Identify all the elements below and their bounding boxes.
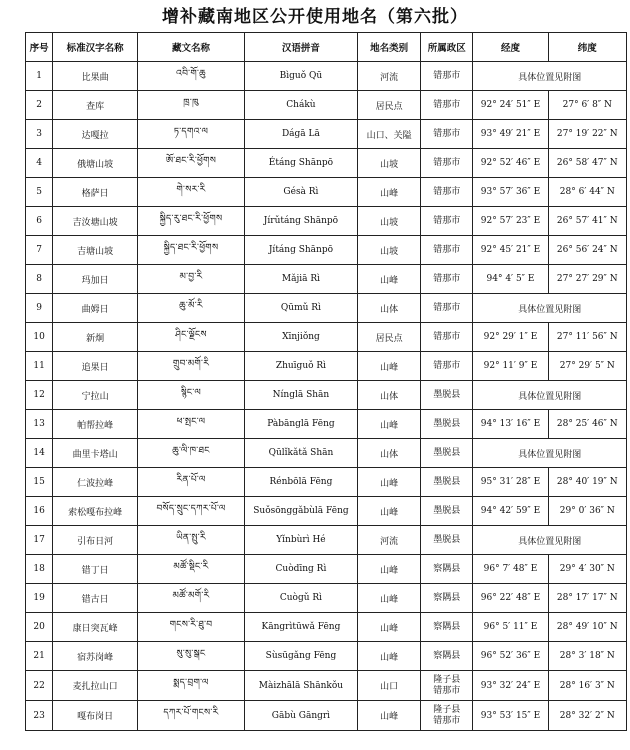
- cell-longitude: 94° 13′ 16″ E: [473, 410, 548, 439]
- cell-location-note: 具体位置见附图: [473, 526, 627, 555]
- cell-location-note: 具体位置见附图: [473, 439, 627, 468]
- cell-pinyin: Kāngrìtūwǎ Fēng: [244, 613, 357, 642]
- county-line: 墨脱县: [433, 418, 461, 429]
- county-line: 墨脱县: [433, 534, 461, 545]
- cell-chinese-name: 嘎布岗日: [53, 701, 138, 731]
- cell-longitude: 93° 32′ 24″ E: [473, 671, 548, 701]
- county-line: 察隅县: [433, 650, 461, 661]
- cell-pinyin: Chákù: [244, 91, 357, 120]
- cell-tibetan-name: འབི་གོ་ཆུ: [138, 62, 245, 91]
- table-row: [26, 91, 627, 120]
- cell-seq: 3: [26, 120, 53, 149]
- cell-county: [421, 671, 473, 701]
- cell-chinese-name: 宁拉山: [53, 381, 138, 410]
- cell-latitude: 29° 4′ 30″ N: [548, 555, 626, 584]
- cell-longitude: 95° 31′ 28″ E: [473, 468, 548, 497]
- table-row: [26, 642, 627, 671]
- cell-tibetan-name: ཏ་དགའ་ལ: [138, 120, 245, 149]
- cell-latitude: 28° 6′ 44″ N: [548, 178, 626, 207]
- table-row: [26, 439, 627, 468]
- cell-category: 山口: [358, 671, 421, 701]
- county-line: 墨脱县: [433, 447, 461, 458]
- cell-pinyin: Yǐnbùrì Hé: [244, 526, 357, 555]
- cell-county: [421, 323, 473, 352]
- cell-category: 山口、关隘: [358, 120, 421, 149]
- cell-category: 山坡: [358, 207, 421, 236]
- cell-county: [421, 236, 473, 265]
- cell-latitude: 27° 19′ 22″ N: [548, 120, 626, 149]
- cell-latitude: 29° 0′ 36″ N: [548, 497, 626, 526]
- cell-seq: 4: [26, 149, 53, 178]
- cell-category: 山峰: [358, 178, 421, 207]
- cell-county: [421, 701, 473, 731]
- cell-county: [421, 149, 473, 178]
- county-line: 错那市: [433, 715, 461, 726]
- cell-chinese-name: 玛加日: [53, 265, 138, 294]
- cell-seq: 10: [26, 323, 53, 352]
- cell-category: 山峰: [358, 584, 421, 613]
- cell-longitude: 92° 57′ 23″ E: [473, 207, 548, 236]
- cell-pinyin: Suǒsōnggǎbùlā Fēng: [244, 497, 357, 526]
- cell-chinese-name: 吉塘山坡: [53, 236, 138, 265]
- cell-pinyin: Mǎjiā Rì: [244, 265, 357, 294]
- cell-location-note: 具体位置见附图: [473, 62, 627, 91]
- cell-pinyin: Nínglā Shān: [244, 381, 357, 410]
- cell-county: [421, 555, 473, 584]
- cell-seq: 8: [26, 265, 53, 294]
- header-category: 地名类别: [358, 33, 421, 62]
- cell-category: 居民点: [358, 91, 421, 120]
- cell-seq: 13: [26, 410, 53, 439]
- table-row: [26, 207, 627, 236]
- table-row: [26, 555, 627, 584]
- cell-seq: 16: [26, 497, 53, 526]
- cell-tibetan-name: ཤིང་ལྗོངས: [138, 323, 245, 352]
- cell-county: [421, 207, 473, 236]
- cell-tibetan-name: ཆུ་ལི་ཁ་ཐང: [138, 439, 245, 468]
- cell-latitude: 27° 27′ 29″ N: [548, 265, 626, 294]
- cell-latitude: 27° 6′ 8″ N: [548, 91, 626, 120]
- cell-latitude: 26° 56′ 24″ N: [548, 236, 626, 265]
- cell-county: [421, 352, 473, 381]
- cell-county: [421, 497, 473, 526]
- cell-seq: 20: [26, 613, 53, 642]
- cell-seq: 21: [26, 642, 53, 671]
- header-pinyin: 汉语拼音: [244, 33, 357, 62]
- cell-category: 山峰: [358, 410, 421, 439]
- cell-tibetan-name: ཁྲ་ཁུ: [138, 91, 245, 120]
- county-line: 错那市: [433, 331, 461, 342]
- cell-latitude: 28° 16′ 3″ N: [548, 671, 626, 701]
- cell-latitude: 26° 57′ 41″ N: [548, 207, 626, 236]
- cell-longitude: 96° 22′ 48″ E: [473, 584, 548, 613]
- cell-category: 山峰: [358, 555, 421, 584]
- cell-longitude: 92° 29′ 1″ E: [473, 323, 548, 352]
- cell-chinese-name: 比果曲: [53, 62, 138, 91]
- cell-tibetan-name: ཕ་སྤང་ལ: [138, 410, 245, 439]
- table-row: [26, 671, 627, 701]
- cell-category: 居民点: [358, 323, 421, 352]
- document-title: 增补藏南地区公开使用地名（第六批）: [162, 7, 468, 27]
- cell-tibetan-name: གངས་རི་ཐུ་བ: [138, 613, 245, 642]
- county-line: 隆子县: [433, 674, 461, 685]
- cell-tibetan-name: སྙིང་ལ: [138, 381, 245, 410]
- header-longitude: 经度: [473, 33, 548, 62]
- table-row: [26, 468, 627, 497]
- cell-chinese-name: 麦扎拉山口: [53, 671, 138, 701]
- cell-seq: 2: [26, 91, 53, 120]
- cell-seq: 23: [26, 701, 53, 731]
- cell-county: [421, 468, 473, 497]
- cell-county: [421, 91, 473, 120]
- cell-tibetan-name: བསོད་སྲུང་དཀར་པོ་ལ: [138, 497, 245, 526]
- county-line: 错那市: [433, 273, 461, 284]
- cell-tibetan-name: མཚོ་སྡིང་རི: [138, 555, 245, 584]
- cell-longitude: 92° 45′ 21″ E: [473, 236, 548, 265]
- cell-county: [421, 642, 473, 671]
- county-line: 错那市: [433, 244, 461, 255]
- cell-pinyin: Jírǔtáng Shānpō: [244, 207, 357, 236]
- cell-chinese-name: 帕帮拉峰: [53, 410, 138, 439]
- cell-chinese-name: 仁波拉峰: [53, 468, 138, 497]
- cell-location-note: 具体位置见附图: [473, 294, 627, 323]
- cell-pinyin: Cuògǔ Rì: [244, 584, 357, 613]
- table-row: [26, 236, 627, 265]
- cell-longitude: 93° 57′ 36″ E: [473, 178, 548, 207]
- cell-longitude: 92° 52′ 46″ E: [473, 149, 548, 178]
- cell-latitude: 27° 29′ 5″ N: [548, 352, 626, 381]
- cell-category: 山坡: [358, 149, 421, 178]
- header-latitude: 纬度: [548, 33, 626, 62]
- cell-seq: 1: [26, 62, 53, 91]
- cell-chinese-name: 查库: [53, 91, 138, 120]
- cell-tibetan-name: ཆུ་མོ་རི: [138, 294, 245, 323]
- cell-chinese-name: 俄塘山坡: [53, 149, 138, 178]
- cell-category: 山峰: [358, 642, 421, 671]
- table-row: [26, 613, 627, 642]
- table-row: [26, 701, 627, 731]
- cell-tibetan-name: གྲུབ་མགོ་རི: [138, 352, 245, 381]
- cell-pinyin: Bìguǒ Qū: [244, 62, 357, 91]
- table-body: [26, 62, 627, 731]
- cell-category: 山峰: [358, 497, 421, 526]
- header-seq: 序号: [26, 33, 53, 62]
- cell-chinese-name: 追果日: [53, 352, 138, 381]
- cell-tibetan-name: སྐྱིད་རུ་ཐང་རི་ཕྱོགས: [138, 207, 245, 236]
- cell-category: 山坡: [358, 236, 421, 265]
- cell-longitude: 93° 53′ 15″ E: [473, 701, 548, 731]
- cell-county: [421, 62, 473, 91]
- cell-tibetan-name: གེ་སར་རི: [138, 178, 245, 207]
- cell-county: [421, 120, 473, 149]
- county-line: 错那市: [433, 215, 461, 226]
- cell-pinyin: Jítáng Shānpō: [244, 236, 357, 265]
- header-tibetan-name: 藏文名称: [138, 33, 245, 62]
- cell-longitude: 94° 42′ 59″ E: [473, 497, 548, 526]
- cell-pinyin: Sùsūgǎng Fēng: [244, 642, 357, 671]
- cell-county: [421, 526, 473, 555]
- cell-tibetan-name: དཀར་པོ་གངས་རི: [138, 701, 245, 731]
- cell-longitude: 96° 5′ 11″ E: [473, 613, 548, 642]
- cell-seq: 12: [26, 381, 53, 410]
- cell-county: [421, 439, 473, 468]
- cell-chinese-name: 曲里卡塔山: [53, 439, 138, 468]
- cell-pinyin: Dágā Lā: [244, 120, 357, 149]
- cell-longitude: 96° 7′ 48″ E: [473, 555, 548, 584]
- county-line: 错那市: [433, 128, 461, 139]
- cell-latitude: 28° 49′ 10″ N: [548, 613, 626, 642]
- table-row: [26, 149, 627, 178]
- cell-seq: 17: [26, 526, 53, 555]
- cell-tibetan-name: ཨོ་ཐང་རི་ཕྱོགས: [138, 149, 245, 178]
- table-row: [26, 381, 627, 410]
- cell-chinese-name: 新炯: [53, 323, 138, 352]
- table-row: [26, 497, 627, 526]
- county-line: 隆子县: [433, 704, 461, 715]
- cell-category: 山峰: [358, 265, 421, 294]
- table-row: [26, 120, 627, 149]
- cell-county: [421, 265, 473, 294]
- cell-latitude: 28° 3′ 18″ N: [548, 642, 626, 671]
- county-line: 错那市: [433, 186, 461, 197]
- cell-chinese-name: 曲姆日: [53, 294, 138, 323]
- cell-pinyin: Gésà Rì: [244, 178, 357, 207]
- cell-chinese-name: 吉汝塘山坡: [53, 207, 138, 236]
- county-line: 察隅县: [433, 563, 461, 574]
- county-line: 错那市: [433, 685, 461, 696]
- cell-latitude: 28° 17′ 17″ N: [548, 584, 626, 613]
- cell-longitude: 92° 24′ 51″ E: [473, 91, 548, 120]
- county-line: 察隅县: [433, 592, 461, 603]
- cell-latitude: 28° 32′ 2″ N: [548, 701, 626, 731]
- county-line: 错那市: [433, 157, 461, 168]
- cell-category: 山峰: [358, 701, 421, 731]
- cell-category: 河流: [358, 526, 421, 555]
- cell-chinese-name: 宿苏岗峰: [53, 642, 138, 671]
- table-row: [26, 526, 627, 555]
- cell-longitude: 93° 49′ 21″ E: [473, 120, 548, 149]
- cell-seq: 6: [26, 207, 53, 236]
- cell-longitude: 94° 4′ 5″ E: [473, 265, 548, 294]
- cell-county: [421, 178, 473, 207]
- cell-longitude: 92° 11′ 9″ E: [473, 352, 548, 381]
- cell-seq: 19: [26, 584, 53, 613]
- cell-chinese-name: 引布日河: [53, 526, 138, 555]
- cell-county: [421, 613, 473, 642]
- header-chinese-name: 标准汉字名称: [53, 33, 138, 62]
- cell-category: 山峰: [358, 613, 421, 642]
- cell-tibetan-name: རིན་པོ་ལ: [138, 468, 245, 497]
- cell-category: 山体: [358, 294, 421, 323]
- cell-pinyin: Màizhālā Shānkǒu: [244, 671, 357, 701]
- cell-pinyin: Zhuīguǒ Rì: [244, 352, 357, 381]
- county-line: 错那市: [433, 99, 461, 110]
- cell-pinyin: Pàbānglā Fēng: [244, 410, 357, 439]
- table-row: [26, 352, 627, 381]
- cell-seq: 14: [26, 439, 53, 468]
- cell-pinyin: Étáng Shānpō: [244, 149, 357, 178]
- cell-tibetan-name: སྐྱིད་ཐང་རི་ཕྱོགས: [138, 236, 245, 265]
- cell-tibetan-name: ཡིན་སྤུ་རི: [138, 526, 245, 555]
- cell-pinyin: Gābù Gāngrì: [244, 701, 357, 731]
- cell-latitude: 28° 40′ 19″ N: [548, 468, 626, 497]
- county-line: 墨脱县: [433, 476, 461, 487]
- table-row: [26, 323, 627, 352]
- cell-pinyin: Xīnjiǒng: [244, 323, 357, 352]
- cell-seq: 9: [26, 294, 53, 323]
- cell-seq: 22: [26, 671, 53, 701]
- cell-chinese-name: 康日突瓦峰: [53, 613, 138, 642]
- cell-category: 山峰: [358, 352, 421, 381]
- cell-longitude: 96° 52′ 36″ E: [473, 642, 548, 671]
- header-county: 所属政区: [421, 33, 473, 62]
- cell-chinese-name: 索松嘎布拉峰: [53, 497, 138, 526]
- cell-county: [421, 410, 473, 439]
- cell-county: [421, 584, 473, 613]
- county-line: 察隅县: [433, 621, 461, 632]
- table-row: [26, 265, 627, 294]
- cell-tibetan-name: མཚོ་མགོ་རི: [138, 584, 245, 613]
- cell-seq: 15: [26, 468, 53, 497]
- cell-latitude: 26° 58′ 47″ N: [548, 149, 626, 178]
- cell-seq: 5: [26, 178, 53, 207]
- table-row: [26, 62, 627, 91]
- cell-pinyin: Qūmǔ Rì: [244, 294, 357, 323]
- cell-chinese-name: 格萨日: [53, 178, 138, 207]
- cell-county: [421, 294, 473, 323]
- cell-tibetan-name: སྨད་བྲག་ལ: [138, 671, 245, 701]
- county-line: 墨脱县: [433, 389, 461, 400]
- cell-category: 山峰: [358, 468, 421, 497]
- cell-latitude: 27° 11′ 56″ N: [548, 323, 626, 352]
- county-line: 错那市: [433, 302, 461, 313]
- county-line: 墨脱县: [433, 505, 461, 516]
- cell-seq: 7: [26, 236, 53, 265]
- cell-tibetan-name: སུ་སུ་སྒང: [138, 642, 245, 671]
- cell-location-note: 具体位置见附图: [473, 381, 627, 410]
- cell-category: 河流: [358, 62, 421, 91]
- cell-county: [421, 381, 473, 410]
- table-header-row: [26, 33, 627, 62]
- county-line: 错那市: [433, 70, 461, 81]
- table-row: [26, 178, 627, 207]
- cell-pinyin: Cuòdīng Rì: [244, 555, 357, 584]
- cell-pinyin: Qūlǐkǎtǎ Shān: [244, 439, 357, 468]
- table-row: [26, 410, 627, 439]
- cell-chinese-name: 错丁日: [53, 555, 138, 584]
- cell-tibetan-name: མ་བྱ་རི: [138, 265, 245, 294]
- cell-seq: 18: [26, 555, 53, 584]
- cell-latitude: 28° 25′ 46″ N: [548, 410, 626, 439]
- cell-chinese-name: 达嘎拉: [53, 120, 138, 149]
- county-line: 错那市: [433, 360, 461, 371]
- cell-seq: 11: [26, 352, 53, 381]
- cell-category: 山体: [358, 381, 421, 410]
- cell-pinyin: Rénbōlā Fēng: [244, 468, 357, 497]
- place-names-table: [25, 32, 627, 731]
- cell-category: 山体: [358, 439, 421, 468]
- cell-chinese-name: 错古日: [53, 584, 138, 613]
- table-row: [26, 584, 627, 613]
- table-row: [26, 294, 627, 323]
